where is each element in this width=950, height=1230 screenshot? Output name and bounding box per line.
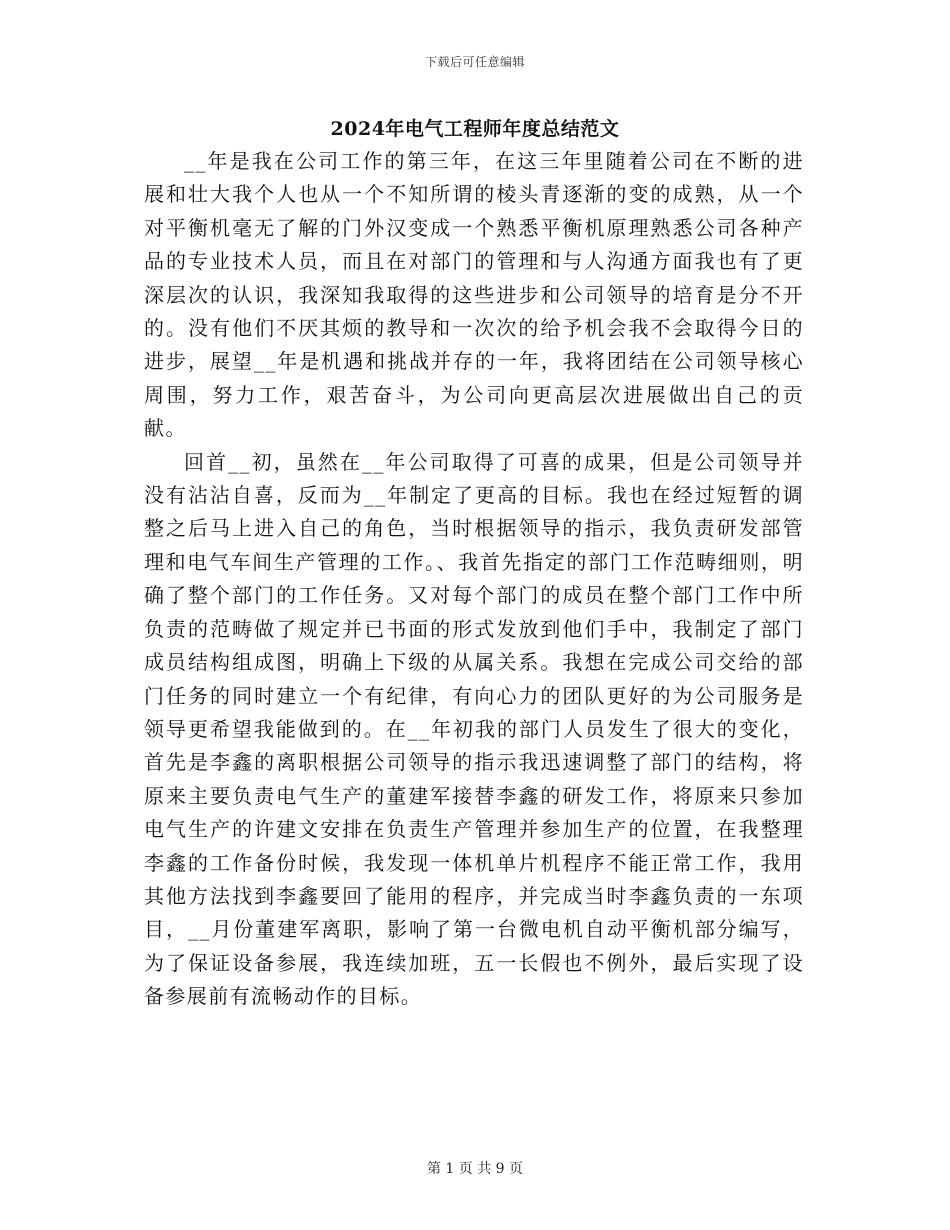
page-header-note: 下载后可任意编辑 <box>424 55 525 69</box>
body-paragraph-2: 回首__初，虽然在__年公司取得了可喜的成果，但是公司领导并没有沾沾自喜，反而为__年制定了更高的目标。我也在经过短暂的调整之后马上进入自己的角色，当时根据领导的指示，我负责研发部管理和电气车间生产管理的工作。、我首先指定的部门工作范畴细则，明确了整个部门的工作任务。又对每个部门的成员在整个部门工作中所负责的范畴做了规定并已书面的形式发放到他们手中，我制定了部门成员结构组成图，明确上下级的从属关系。我想在完成公司交给的部门任务的同时建立一个有纪律，有向心力的团队更好的为公司服务是领导更希望我能做到的。在__年初我的部门人员发生了很大的变化，首先是李鑫的离职根据公司领导的指示我迅速调整了部门的结构，将原来主要负责电气生产的董建军接替李鑫的研发工作，将原来只参加电气生产的许建文安排在负责生产管理并参加生产的位置，在我整理李鑫的工作备份时候，我发现一体机单片机程序不能正常工作，我用其他方法找到李鑫要回了能用的程序，并完成当时李鑫负责的一东项目，__月份董建军离职，影响了第一台微电机自动平衡机部分编写，为了保证设备参展，我连续加班，五一长假也不例外，最后实现了设备参展前有流畅动作的目标。 <box>144 449 804 1009</box>
document-title: 2024年电气工程师年度总结范文 <box>330 118 620 140</box>
body-paragraph-1: __年是我在公司工作的第三年，在这三年里随着公司在不断的进展和壮大我个人也从一个不知所谓的棱头青逐渐的变的成熟，从一个对平衡机毫无了解的门外汉变成一个熟悉平衡机原理熟悉公司各种产品的专业技术人员，而且在对部门的管理和与人沟通方面我也有了更深层次的认识，我深知我取得的这些进步和公司领导的培育是分不开的。没有他们不厌其烦的教导和一次次的给予机会我不会取得今日的进步，展望__年是机遇和挑战并存的一年，我将团结在公司领导核心周围，努力工作，艰苦奋斗，为公司向更高层次进展做出自己的贡献。 <box>144 149 804 441</box>
page-number-footer: 第 1 页 共 9 页 <box>426 1161 524 1177</box>
document-body <box>144 145 804 1014</box>
